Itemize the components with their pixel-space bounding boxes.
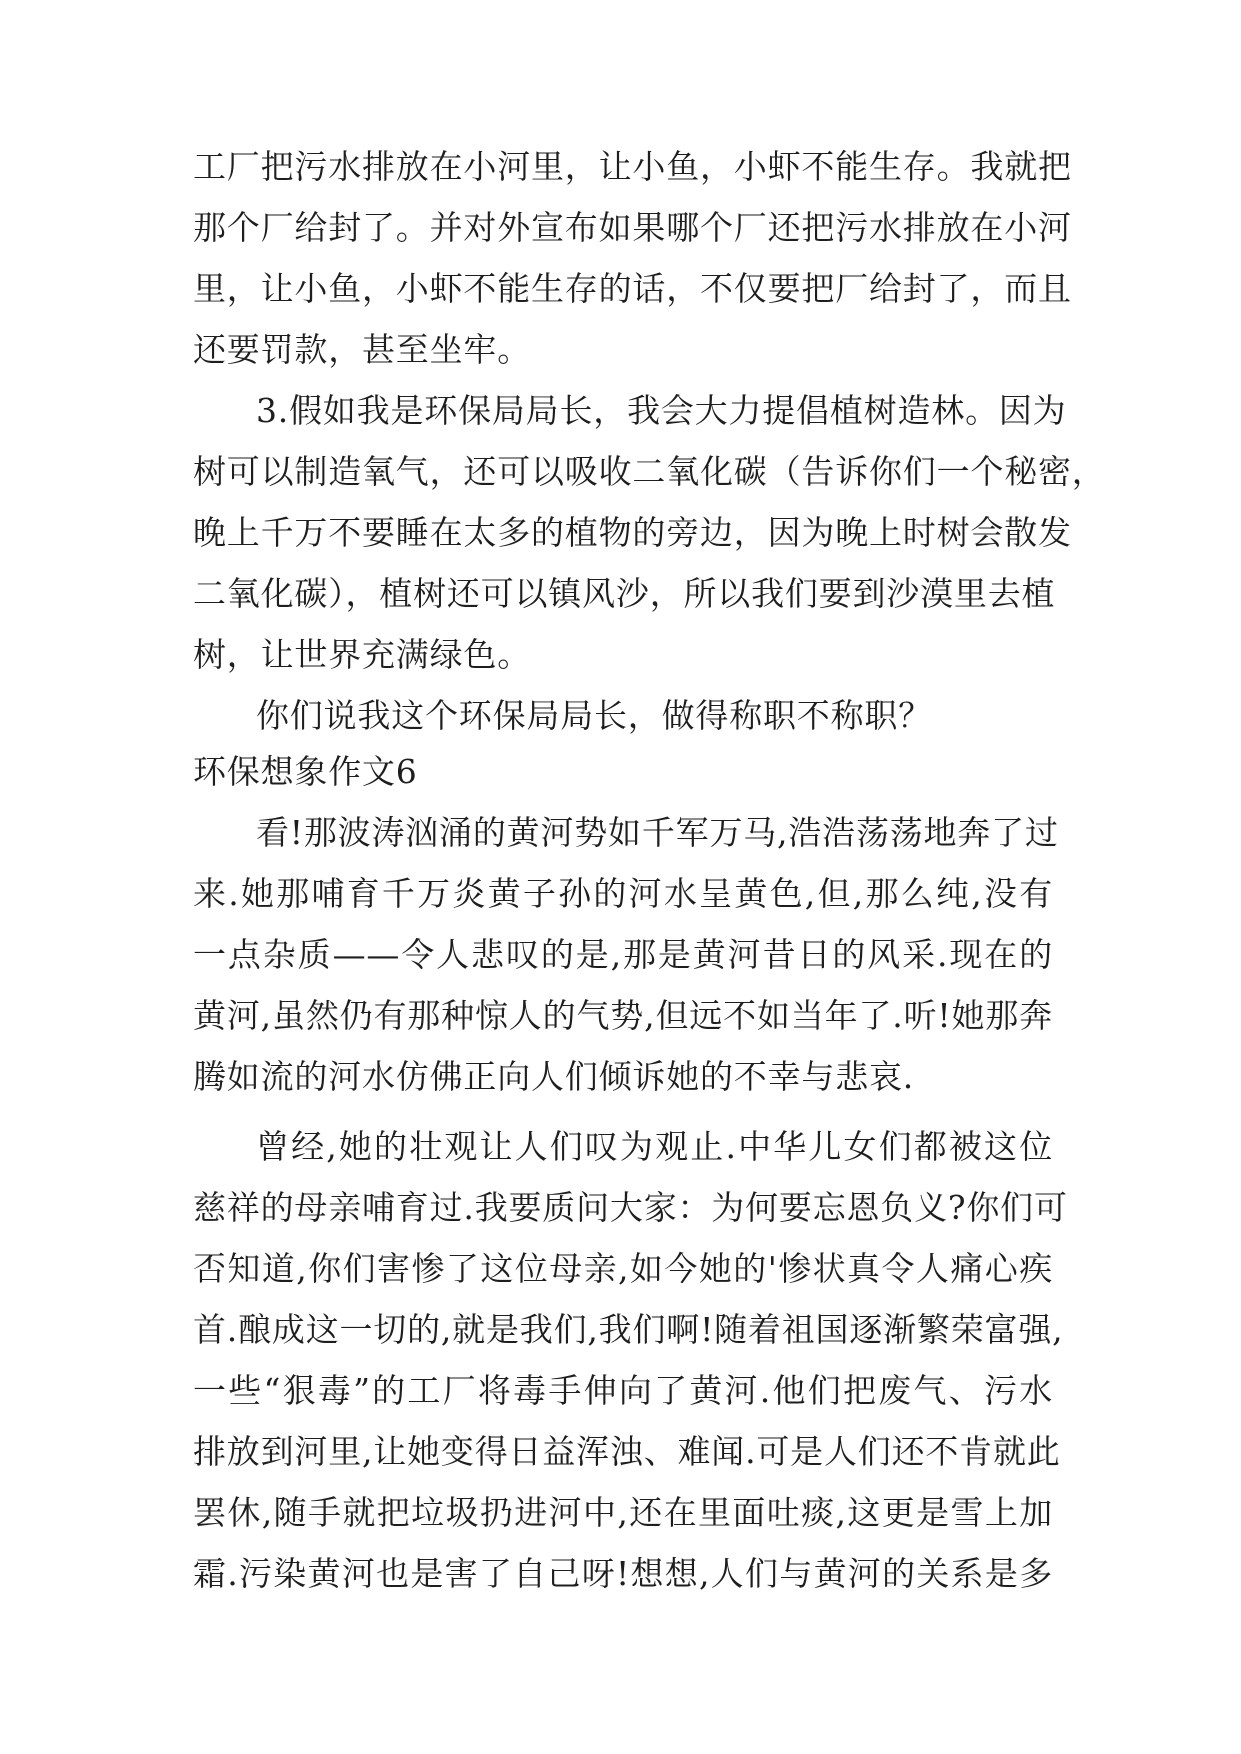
text-line: 曾经,她的壮观让人们叹为观止.中华儿女们都被这位 xyxy=(256,1127,1053,1166)
text-line: 罢休,随手就把垃圾扔进河中,还在里面吐痰,这更是雪上加 xyxy=(193,1493,1053,1532)
text-line: 还要罚款，甚至坐牢。 xyxy=(193,330,531,369)
text-line: 树，让世界充满绿色。 xyxy=(193,635,531,674)
text-line: 看!那波涛汹涌的黄河势如千军万马,浩浩荡荡地奔了过 xyxy=(256,813,1059,852)
text-line: 排放到河里,让她变得日益浑浊、难闻.可是人们还不肯就此 xyxy=(193,1432,1061,1471)
text-line: 腾如流的河水仿佛正向人们倾诉她的不幸与悲哀. xyxy=(193,1057,915,1096)
text-line: 二氧化碳），植树还可以镇风沙，所以我们要到沙漠里去植 xyxy=(193,574,1056,613)
text-line: 一点杂质——令人悲叹的是,那是黄河昔日的风采.现在的 xyxy=(193,935,1053,974)
text-line: 来.她那哺育千万炎黄子孙的河水呈黄色,但,那么纯,没有 xyxy=(193,874,1053,913)
text-line: 一些“狠毒”的工厂将毒手伸向了黄河.他们把废气、污水 xyxy=(193,1371,1053,1410)
text-line: 树可以制造氧气，还可以吸收二氧化碳（告诉你们一个秘密， xyxy=(193,452,1106,491)
text-line: 你们说我这个环保局局长，做得称职不称职？ xyxy=(256,696,932,735)
text-line: 工厂把污水排放在小河里，让小鱼，小虾不能生存。我就把 xyxy=(193,147,1072,186)
text-line: 黄河,虽然仍有那种惊人的气势,但远不如当年了.听!她那奔 xyxy=(193,996,1053,1035)
text-line: 3.假如我是环保局局长，我会大力提倡植树造林。因为 xyxy=(256,391,1067,430)
text-line: 否知道,你们害惨了这位母亲,如今她的'惨状真令人痛心疾 xyxy=(193,1249,1053,1288)
text-line: 霜.污染黄河也是害了自己呀!想想,人们与黄河的关系是多 xyxy=(193,1554,1053,1593)
text-line: 里，让小鱼，小虾不能生存的话，不仅要把厂给封了，而且 xyxy=(193,269,1072,308)
section-heading: 环保想象作文6 xyxy=(193,752,418,791)
text-line: 首.酿成这一切的,就是我们,我们啊!随着祖国逐渐繁荣富强, xyxy=(193,1310,1064,1349)
text-line: 晚上千万不要睡在太多的植物的旁边，因为晚上时树会散发 xyxy=(193,513,1072,552)
text-line: 慈祥的母亲哺育过.我要质问大家：为何要忘恩负义?你们可 xyxy=(193,1188,1068,1227)
text-line: 那个厂给封了。并对外宣布如果哪个厂还把污水排放在小河 xyxy=(193,208,1072,247)
